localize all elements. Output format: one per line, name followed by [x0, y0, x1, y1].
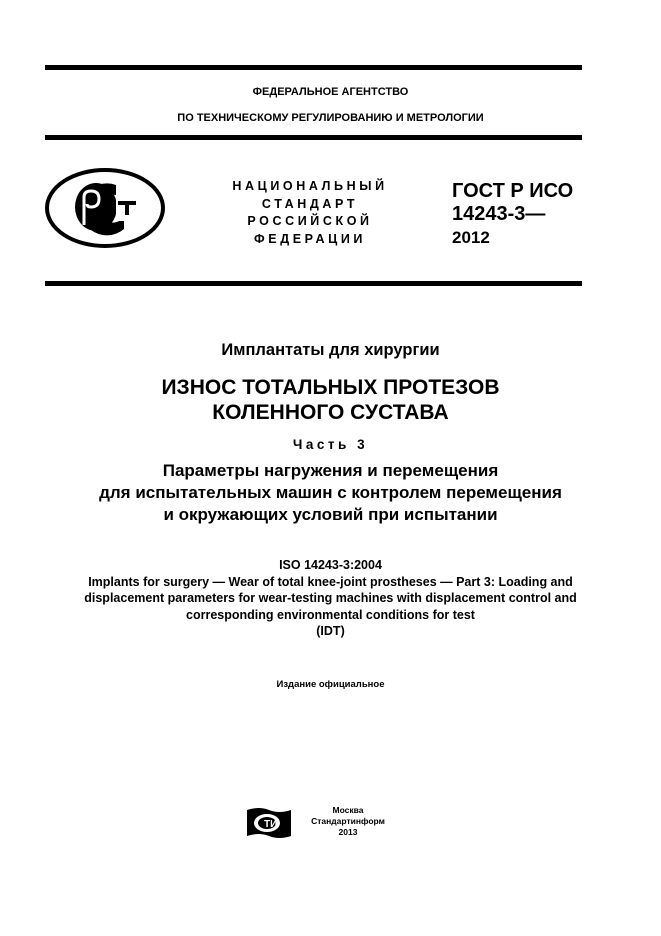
iso-equivalence: (IDT)	[316, 624, 345, 638]
title-line-1: ИЗНОС ТОТАЛЬНЫХ ПРОТЕЗОВ	[161, 376, 500, 399]
top-rule	[45, 65, 582, 70]
national-line-4: ФЕДЕРАЦИИ	[253, 231, 366, 246]
part-description	[0, 460, 661, 526]
publisher-city: Москва	[332, 805, 364, 815]
publisher-info	[308, 805, 388, 838]
header-divider	[45, 135, 582, 140]
description-line-2: для испытательных машин с контролем перемещения	[99, 483, 562, 502]
national-line-1: НАЦИОНАЛЬНЫЙ	[232, 179, 388, 193]
standard-designation	[452, 180, 573, 249]
agency-line-2: ПО ТЕХНИЧЕСКОМУ РЕГУЛИРОВАНИЮ И МЕТРОЛОГИИ	[177, 112, 484, 124]
iso-code: ISO 14243-3:2004	[279, 558, 382, 572]
designation-line-2: 14243-3—	[452, 203, 546, 225]
edition-label: Издание официальное	[276, 679, 385, 690]
publisher-name: Стандартинформ	[311, 816, 385, 826]
iso-title-line-1: Implants for surgery — Wear of total knee-joint prostheses — Part 3: Loading and	[88, 574, 573, 589]
designation-line-3: 2012	[452, 228, 490, 247]
part-label: Часть 3	[292, 437, 369, 452]
iso-title-line-2: displacement parameters for wear-testing machines with displacement control and	[84, 591, 577, 605]
national-line-3: РОССИЙСКОЙ	[247, 214, 373, 228]
title-line-2: КОЛЕННОГО СУСТАВА	[212, 401, 449, 424]
iso-reference	[0, 557, 661, 640]
description-line-3: и окружающих условий при испытании	[163, 505, 498, 524]
rst-gost-emblem-icon	[44, 167, 166, 249]
agency-line-1: ФЕДЕРАЛЬНОЕ АГЕНТСТВО	[252, 86, 409, 98]
national-standard-label	[210, 178, 410, 248]
standard-divider	[45, 281, 582, 286]
publisher-year: 2013	[338, 827, 358, 837]
description-line-1: Параметры нагружения и перемещения	[162, 461, 499, 480]
document-title	[0, 375, 661, 425]
standartinform-logo-icon	[245, 806, 293, 840]
national-line-2: СТАНДАРТ	[261, 196, 359, 211]
designation-line-1: ГОСТ Р ИСО	[452, 180, 574, 202]
svg-text:ТИ: ТИ	[264, 819, 278, 830]
iso-title-line-3: corresponding environmental conditions for test	[186, 607, 475, 622]
document-subtitle: Имплантаты для хирургии	[221, 341, 440, 359]
